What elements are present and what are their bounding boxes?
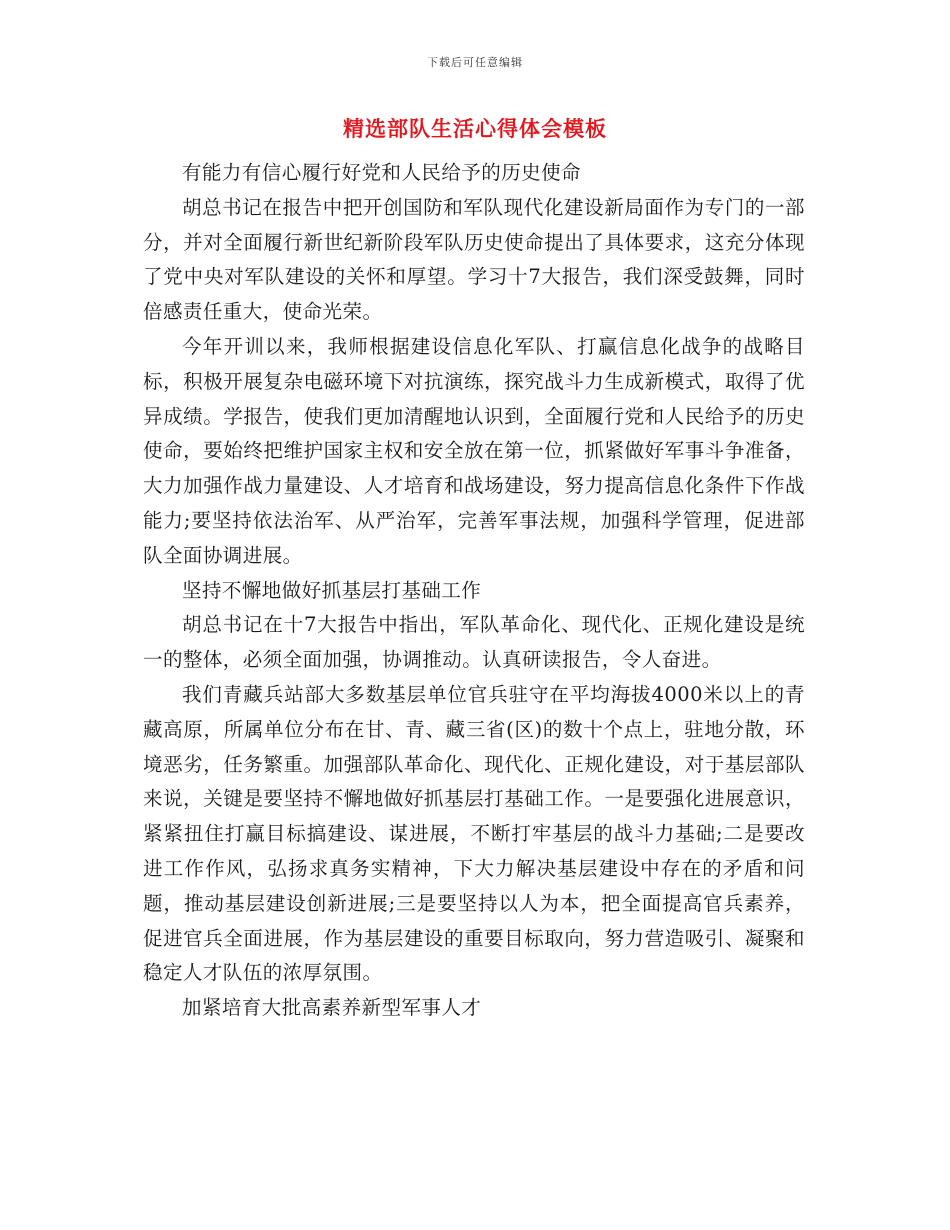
paragraph-2: 今年开训以来，我师根据建设信息化军队、打赢信息化战争的战略目标，积极开展复杂电磁环境下对抗演练，探究战斗力生成新模式，取得了优异成绩。学报告，使我们更加清醒地认识到，全面履行党和人民给予的历史使命，要始终把维护国家主权和安全放在第一位，抓紧做好军事斗争准备，大力加强作战力量建设、人才培育和战场建设，努力提高信息化条件下作战能力;要坚持依法治军、从严治军，完善军事法规，加强科学管理，促进部队全面协调进展。: [143, 334, 805, 567]
paragraph-1: 胡总书记在报告中把开创国防和军队现代化建设新局面作为专门的一部分，并对全面履行新世纪新阶段军队历史使命提出了具体要求，这充分体现了党中央对军队建设的关怀和厚望。学习十7大报告，我们深受鼓舞，同时倍感责任重大，使命光荣。: [143, 195, 805, 324]
paragraph-3: 胡总书记在十7大报告中指出，军队革命化、现代化、正规化建设是统一的整体，必须全面加强，协调推动。认真研读报告，令人奋进。: [143, 613, 805, 672]
page-header-note: 下载后可任意编辑: [427, 56, 523, 69]
document-body: [143, 156, 805, 1026]
paragraph-subheading-3: 加紧培育大批高素养新型军事人才: [182, 996, 482, 1020]
paragraph-subheading-1: 有能力有信心履行好党和人民给予的历史使命: [182, 161, 582, 184]
paragraph-4: 我们青藏兵站部大多数基层单位官兵驻守在平均海拔4000米以上的青藏高原，所属单位分布在甘、青、藏三省(区)的数十个点上，驻地分散，环境恶劣，任务繁重。加强部队革命化、现代化、正规化建设，对于基层部队来说，关键是要坚持不懈地做好抓基层打基础工作。一是要强化进展意识，紧紧扭住打赢目标搞建设、谋进展，不断打牢基层的战斗力基础;二是要改进工作作风，弘扬求真务实精神，下大力解决基层建设中存在的矛盾和问题，推动基层建设创新进展;三是要坚持以人为本，把全面提高官兵素养，促进官兵全面进展，作为基层建设的重要目标取向，努力营造吸引、凝聚和稳定人才队伍的浓厚氛围。: [143, 682, 805, 985]
paragraph-subheading-2: 坚持不懈地做好抓基层打基础工作: [182, 578, 482, 602]
document-title: 精选部队生活心得体会模板: [343, 117, 607, 141]
